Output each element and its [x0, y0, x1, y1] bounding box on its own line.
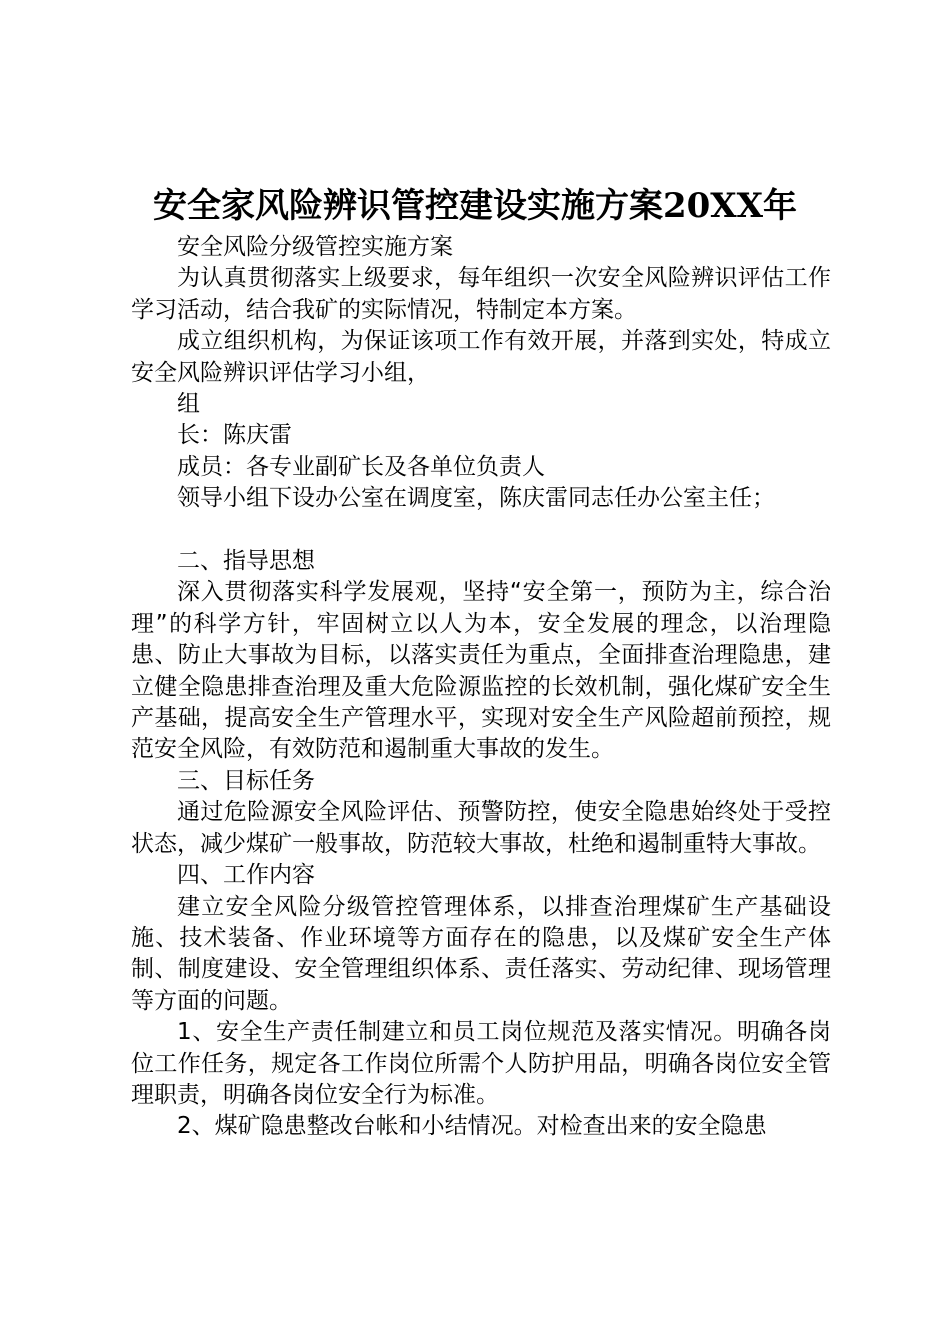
paragraph: 1、安全生产责任制建立和员工岗位规范及落实情况。明确各岗位工作任务，规定各工作岗位所需个人防护用品，明确各岗位安全管理职责，明确各岗位安全行为标准。 — [131, 1019, 831, 1108]
paragraph: 成立组织机构，为保证该项工作有效开展，并落到实处，特成立安全风险辨识评估学习小组， — [131, 328, 831, 386]
paragraph: 为认真贯彻落实上级要求，每年组织一次安全风险辨识评估工作学习活动，结合我矿的实际情况，特制定本方案。 — [131, 265, 831, 323]
paragraph: 2、煤矿隐患整改台帐和小结情况。对检查出来的安全隐患 — [177, 1113, 767, 1140]
paragraph: 长：陈庆雷 — [177, 422, 292, 449]
section-heading: 四、工作内容 — [177, 862, 315, 889]
paragraph: 领导小组下设办公室在调度室，陈庆雷同志任办公室主任； — [177, 485, 775, 512]
section-heading: 三、目标任务 — [177, 767, 315, 794]
paragraph: 成员：各专业副矿长及各单位负责人 — [177, 453, 545, 480]
paragraph: 安全风险分级管控实施方案 — [177, 234, 453, 260]
document-title: 安全家风险辨识管控建设实施方案20XX年 — [152, 186, 798, 226]
paragraph: 建立安全风险分级管控管理体系，以排查治理煤矿生产基础设施、技术装备、作业环境等方面存在的隐患，以及煤矿安全生产体制、制度建设、安全管理组织体系、责任落实、劳动纪律、现场管理等方面的问题。 — [131, 893, 831, 1014]
document-body — [131, 232, 831, 1143]
section-heading: 二、指导思想 — [177, 548, 315, 575]
blank-line — [131, 515, 831, 546]
paragraph: 深入贯彻落实科学发展观，坚持“安全第一，预防为主，综合治理”的科学方针，牢固树立以人为本，安全发展的理念，以治理隐患、防止大事故为目标，以落实责任为重点，全面排查治理隐患，建立健全隐患排查治理及重大危险源监控的长效机制，强化煤矿安全生产基础，提高安全生产管理水平，实现对安全生产风险超前预控，规范安全风险，有效防范和遏制重大事故的发生。 — [131, 579, 831, 763]
paragraph: 通过危险源安全风险评估、预警防控，使安全隐患始终处于受控状态，减少煤矿一般事故，防范较大事故，杜绝和遏制重特大事故。 — [131, 799, 831, 857]
paragraph: 组 — [177, 391, 200, 418]
